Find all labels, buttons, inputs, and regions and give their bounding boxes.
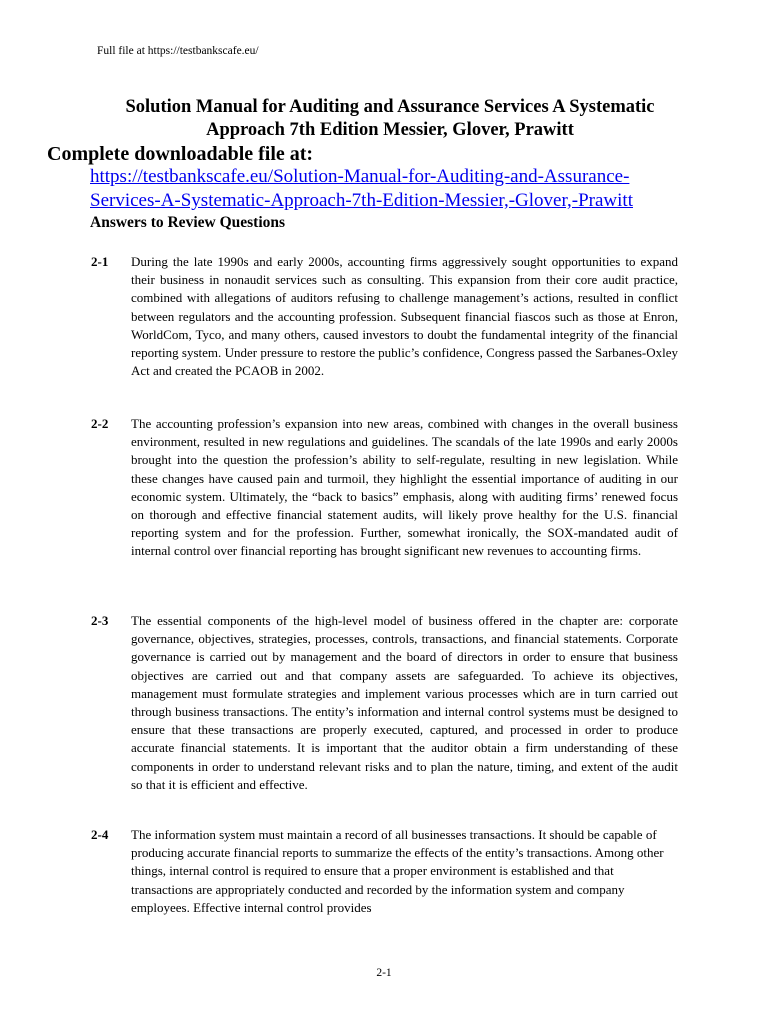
download-link-line-1[interactable]: https://testbankscafe.eu/Solution-Manual-for-Auditing-and-Assurance- (90, 166, 630, 187)
download-link[interactable] (90, 165, 690, 213)
title-line-2: Approach 7th Edition Messier, Glover, Prawitt (206, 120, 574, 140)
question-number: 2-2 (91, 416, 109, 431)
question-answer-text: The accounting profession’s expansion into new areas, combined with changes in the overall business environment, resulted in new regulations and guidelines. The scandals of the late 1990s and early 2000s brought into the question the profession’s ability to self-regulate, resulting in new legislation. While these changes have caused pain and turmoil, they highlight the essential importance of auditing in our economic system. Ultimately, the “back to basics” emphasis, along with auditing firms’ renewed focus on thorough and effective financial statement audits, will likely prove healthy for the U.S. financial reporting system and for the profession. Further, somewhat ironically, the SOX-mandated audit of internal control over financial reporting has brought significant new revenues to accounting firms. (131, 416, 678, 559)
document-title (60, 96, 720, 142)
title-line-1: Solution Manual for Auditing and Assurance Services A Systematic (125, 97, 655, 117)
header-note: Full file at https://testbankscafe.eu/ (97, 45, 259, 57)
download-heading: Complete downloadable file at: (47, 143, 314, 165)
question-number: 2-3 (91, 613, 109, 628)
question-answer-text: The information system must maintain a record of all businesses transactions. It should be capable of producing accurate financial reports to summarize the effects of the entity’s transactions. Among other things, internal control is required to ensure that a proper environment is established and that transactions are appropriately conducted and recorded by the information system and company employees. Effective internal control provides (131, 827, 664, 915)
page-number: 2-1 (376, 967, 392, 979)
question-number: 2-4 (91, 827, 109, 842)
download-link-line-2[interactable]: Services-A-Systematic-Approach-7th-Edition-Messier,-Glover,-Prawitt (90, 190, 633, 211)
section-heading: Answers to Review Questions (90, 214, 286, 231)
question-answer-text: The essential components of the high-level model of business offered in the chapter are: corporate governance, objectives, strategies, processes, controls, transactions, and financial statements. Corporate governance is carried out by management and the board of directors in order to ensure that business objectives are carried out and that company assets are safeguarded. To achieve its objectives, management must formulate strategies and implement various processes which are in turn carried out through business transactions. The entity’s information and internal control systems must be designed to ensure that these transactions are properly executed, captured, and processed in order to produce accurate financial statements. It is important that the auditor obtain a firm understanding of these components in order to understand relevant risks and to plan the nature, timing, and extent of the audit so that it is efficient and effective. (131, 613, 678, 792)
question-number: 2-1 (91, 254, 109, 269)
question-answer-text: During the late 1990s and early 2000s, accounting firms aggressively sought opportunities to expand their business in nonaudit services such as consulting. This expansion from their core audit practice, combined with allegations of auditors refusing to challenge management’s actions, resulted in conflict between regulators and the accounting profession. Subsequent financial fiascos such as those at Enron, WorldCom, Tyco, and many others, caused investors to doubt the fundamental integrity of the financial reporting system. Under pressure to restore the public’s confidence, Congress passed the Sarbanes-Oxley Act and created the PCAOB in 2002. (131, 254, 678, 379)
